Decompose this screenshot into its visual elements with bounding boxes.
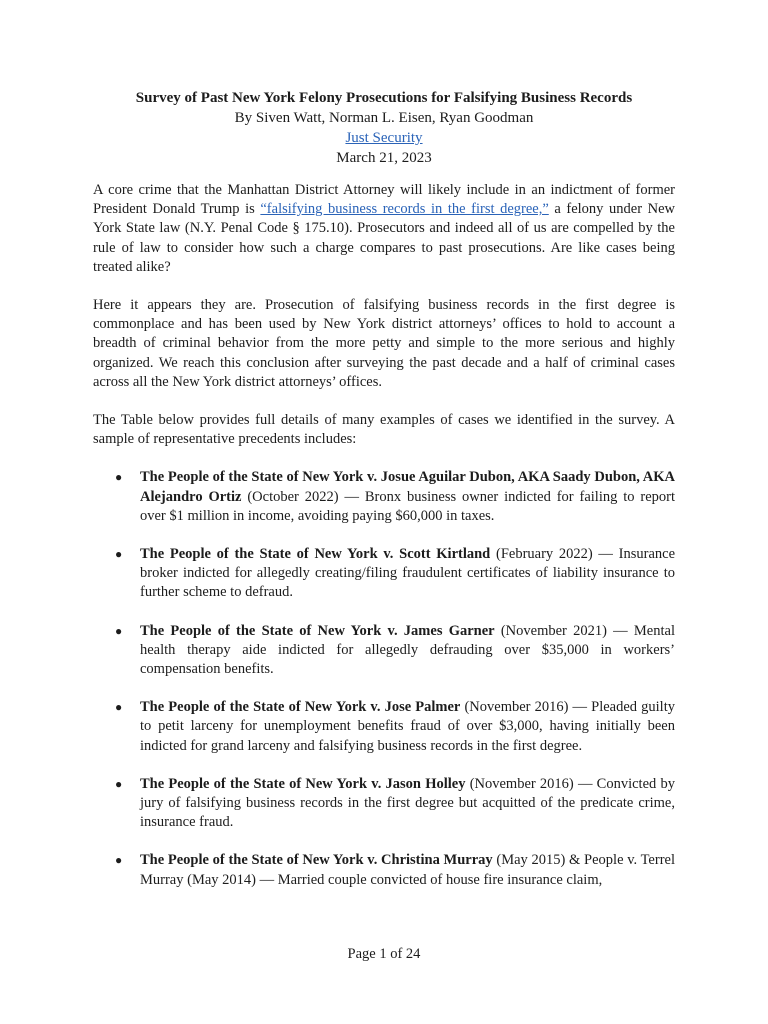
- case-name: The People of the State of New York v. Scott Kirtland: [140, 546, 491, 563]
- document-body: [93, 181, 675, 909]
- intro-paragraph-2: Here it appears they are. Prosecution of falsifying business records in the first degree is commonplace and has been used by New York district attorneys’ offices to hold to account a breadth of criminal behavior from the more petty and simple to the more serious and highly organized. We reach this conclusion after surveying the past decade and a half of criminal cases across all the New York district attorneys’ offices.: [93, 297, 675, 390]
- bullet-icon: ●: [115, 470, 123, 485]
- case-detail: (May 2015) & People v. Terrel Murray (May 2014) — Married couple convicted of house fire insurance claim,: [140, 852, 675, 888]
- intro-paragraph-3: The Table below provides full details of many examples of cases we identified in the survey. A sample of representative precedents includes:: [93, 412, 675, 448]
- list-item: [93, 698, 675, 756]
- publication-link[interactable]: Just Security: [345, 130, 423, 146]
- bullet-icon: ●: [115, 623, 123, 638]
- case-detail: (November 2016) — Pleaded guilty to petit larceny for unemployment benefits fraud of over $3,000, having initially been indicted for grand larceny and falsifying business records in the first degree.: [140, 699, 675, 754]
- bullet-icon: ●: [115, 853, 123, 868]
- bullet-icon: ●: [115, 700, 123, 715]
- intro-p1-text-before: A core crime that the Manhattan District Attorney will likely include in an indictment of former President Donald Trump is: [93, 182, 675, 218]
- publication-date: March 21, 2023: [336, 150, 432, 166]
- case-detail: (February 2022) — Insurance broker indicted for allegedly creating/filing fraudulent certificates of liability insurance to further scheme to defraud.: [140, 546, 676, 601]
- case-name: The People of the State of New York v. Josue Aguilar Dubon, AKA Saady Dubon, AKA Alejandro Ortiz: [140, 469, 675, 505]
- case-detail: (November 2016) — Convicted by jury of falsifying business records in the first degree but acquitted of the predicate crime, insurance fraud.: [140, 775, 675, 831]
- case-detail: (November 2021) — Mental health therapy aide indicted for allegedly defrauding over $35,000 in workers’ compensation benefits.: [140, 622, 675, 678]
- case-name: The People of the State of New York v. Jason Holley: [140, 775, 466, 792]
- case-name: The People of the State of New York v. Jose Palmer: [140, 699, 461, 716]
- author-byline: By Siven Watt, Norman L. Eisen, Ryan Goodman: [234, 110, 534, 126]
- case-list: [93, 468, 675, 889]
- statute-link[interactable]: “falsifying business records in the first degree,”: [260, 201, 549, 218]
- intro-paragraph-1: [93, 181, 675, 277]
- bullet-icon: ●: [115, 776, 123, 791]
- list-item: [93, 851, 675, 889]
- list-item: [93, 468, 675, 526]
- bullet-icon: ●: [115, 547, 123, 562]
- case-detail: (October 2022) — Bronx business owner indicted for failing to report over $1 million in income, avoiding paying $60,000 in taxes.: [140, 488, 676, 524]
- page-number: Page 1 of 24: [347, 946, 421, 962]
- case-name: The People of the State of New York v. James Garner: [140, 622, 495, 639]
- list-item: [93, 775, 675, 833]
- list-item: [93, 622, 675, 680]
- document-title: Survey of Past New York Felony Prosecutions for Falsifying Business Records: [135, 90, 633, 106]
- case-name: The People of the State of New York v. Christina Murray: [140, 852, 493, 869]
- intro-p1-text-after: a felony under New York State law (N.Y. Penal Code § 175.10). Prosecutors and indeed all of us are compelled by the rule of law to consider how such a charge compares to past prosecutions. Are like cases being treated alike?: [93, 201, 676, 275]
- list-item: [93, 545, 675, 603]
- document-header: [60, 88, 708, 168]
